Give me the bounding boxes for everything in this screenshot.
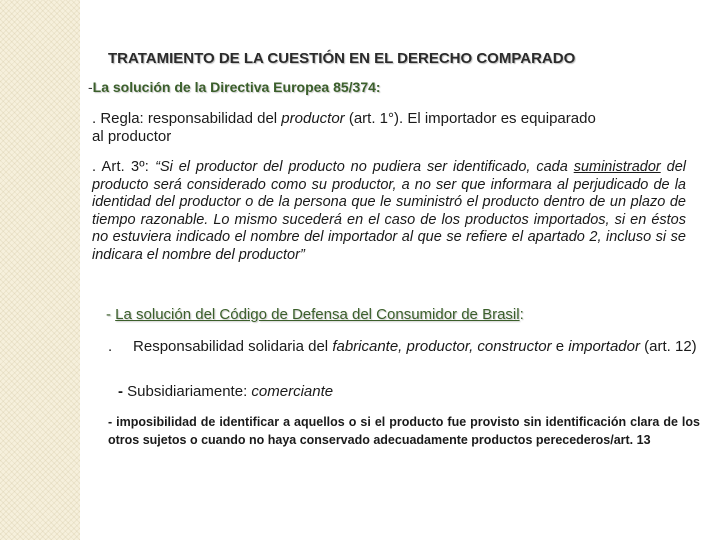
- regla-label: Regla:: [100, 110, 144, 127]
- art3-paragraph: [92, 159, 686, 264]
- slide-title: TRATAMIENTO DE LA CUESTIÓN EN EL DERECHO COMPARADO: [108, 50, 576, 67]
- imp-text: - imposibilidad de identificar a aquellos o si el producto fue provisto sin identificación clara de los otros sujetos o cuando no haya conservado adecuadamente productos perecederos/art. 13: [108, 415, 700, 447]
- resp-text: Responsabilidad solidaria del: [133, 338, 333, 355]
- eu-heading-text: La solución de la Directiva Europea 85/374:: [92, 79, 381, 95]
- art3-bullet: .: [92, 159, 102, 175]
- resp-text2: e: [551, 338, 569, 355]
- resp-italic: fabricante, productor, constructor: [332, 338, 552, 355]
- sub-label: Subsidiariamente:: [127, 383, 252, 400]
- resp-bullet: .: [108, 338, 134, 355]
- responsabilidad-paragraph: [108, 337, 700, 356]
- art3-lead: Art. 3º:: [101, 159, 156, 175]
- regla-bullet: .: [92, 110, 101, 127]
- resp-text3: (art. 12): [639, 338, 697, 355]
- art3-quote-rest: del producto será considerado como su productor, a no ser que informara al perjudicado de la identidad del productor o de la persona que le suministró el producto dentro de un plazo de tiempo razonable. Lo mismo sucederá en el caso de los productos importados, si en éstos no estuviera indicado el nombre del importador al que se refiere el apartado 2, incluso si se indicara el nombre del productor”: [92, 159, 686, 263]
- subsidiaria-line: [118, 383, 333, 400]
- regla-text-b: (art. 1°). El importador es equiparado: [344, 110, 596, 127]
- art3-quote-start: “Si el productor del producto no pudiera ser identificado, cada: [155, 159, 574, 175]
- brasil-suffix: :: [519, 306, 524, 323]
- brasil-prefix: -: [106, 306, 116, 323]
- resp-italic2: importador: [568, 338, 640, 355]
- sub-italic: comerciante: [251, 383, 334, 400]
- sub-prefix: -: [118, 383, 128, 400]
- decorative-side-band: [0, 0, 80, 540]
- eu-prefix: -: [88, 79, 93, 95]
- brasil-heading-text: La solución del Código de Defensa del Consumidor de Brasil: [115, 306, 520, 323]
- imposibilidad-paragraph: [108, 413, 700, 449]
- regla-line-2: al productor: [92, 128, 172, 145]
- eu-directive-heading: [88, 79, 381, 95]
- regla-text-a: responsabilidad del: [143, 110, 282, 127]
- art3-underlined-word: suministrador: [573, 159, 661, 175]
- regla-text-italic: productor: [281, 110, 345, 127]
- brasil-heading: [106, 306, 524, 323]
- regla-line: [92, 110, 596, 127]
